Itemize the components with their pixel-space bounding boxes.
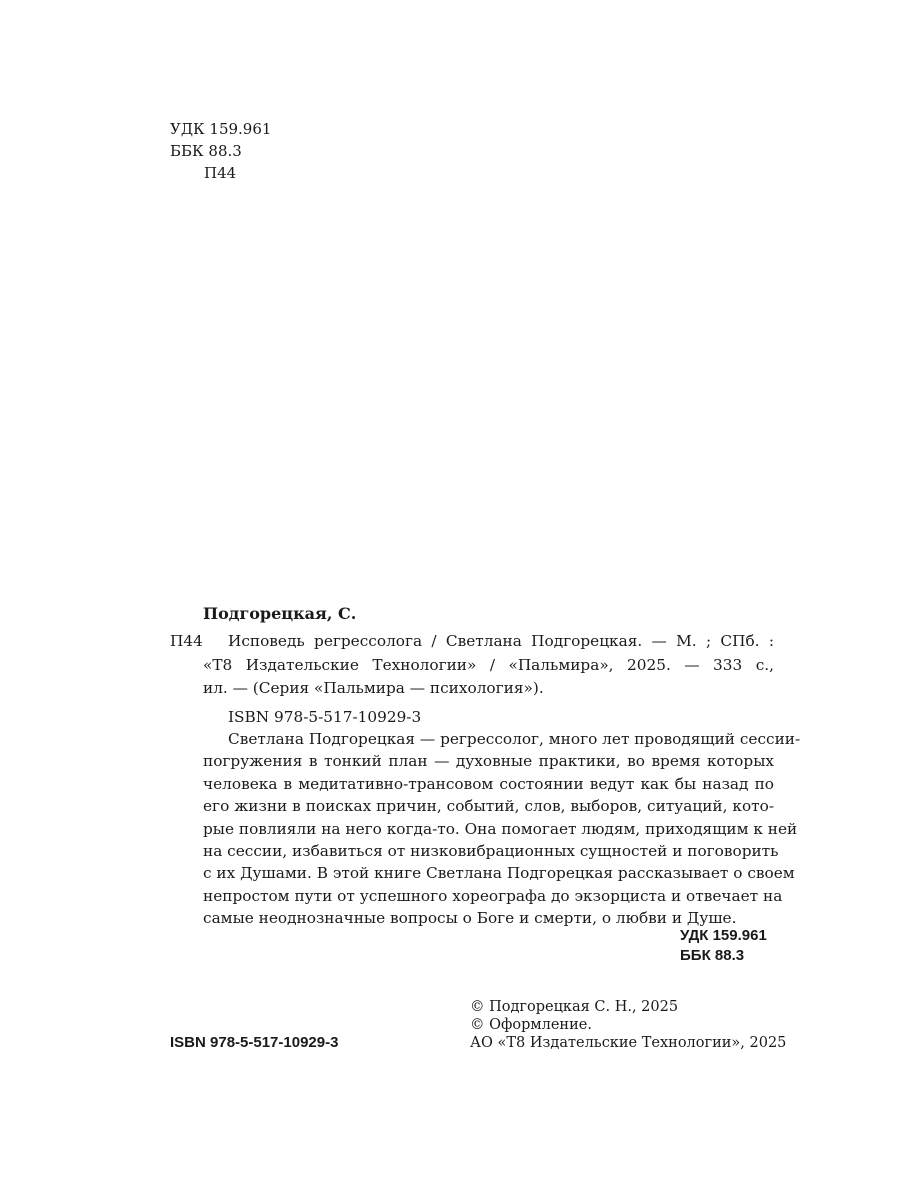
description-line: «Т8 Издательские Технологии» / «Пальмира», 2025. — 333 с.,	[203, 656, 774, 674]
card-bbk: ББК 88.3	[680, 947, 745, 964]
annotation-line: самые неоднозначные вопросы о Боге и смерти, о любви и Душе.	[203, 909, 737, 928]
copyright-author: © Подгорецкая С. Н., 2025	[470, 999, 679, 1015]
annotation-line: Светлана Подгорецкая — регрессолог, много лет проводящий сессии-	[228, 730, 801, 748]
description-line: ил. — (Серия «Пальмира — психология»).	[203, 679, 544, 697]
annotation-line: человека в медитативно-трансовом состоянии ведут как бы назад по	[203, 774, 774, 793]
annotation-line: его жизни в поисках причин, событий, слов, выборов, ситуаций, кото-	[203, 797, 774, 816]
annotation	[203, 728, 801, 930]
annotation-line: погружения в тонкий план — духовные практики, во время которых	[203, 752, 774, 771]
bibliographic-description	[228, 630, 774, 652]
author-heading: Подгорецкая, С.	[203, 604, 357, 623]
card-udk: УДК 159.961	[680, 927, 767, 944]
annotation-line: с их Душами. В этой книге Светлана Подгорецкая рассказывает о своем	[203, 864, 795, 883]
card-isbn: ISBN 978-5-517-10929-3	[228, 708, 422, 726]
author-mark: П44	[204, 164, 237, 182]
annotation-line: на сессии, избавиться от низковибрационных сущностей и поговорить	[203, 842, 779, 861]
card-author-mark: П44	[170, 632, 203, 650]
copyright-publisher: АО «Т8 Издательские Технологии», 2025	[470, 1035, 787, 1051]
bbk-code: ББК 88.3	[170, 142, 242, 160]
annotation-line: рые повлияли на него когда-то. Она помогает людям, приходящим к ней	[203, 819, 798, 838]
udk-code: УДК 159.961	[170, 120, 272, 138]
bibliographic-description-cont	[203, 654, 774, 676]
footer-isbn: ISBN 978-5-517-10929-3	[170, 1034, 339, 1051]
copyright-design: © Оформление.	[470, 1017, 592, 1033]
annotation-line: непростом пути от успешного хореографа до экзорциста и отвечает на	[203, 886, 783, 905]
description-line: Исповедь регрессолога / Светлана Подгорецкая. — М. ; СПб. :	[228, 632, 774, 650]
